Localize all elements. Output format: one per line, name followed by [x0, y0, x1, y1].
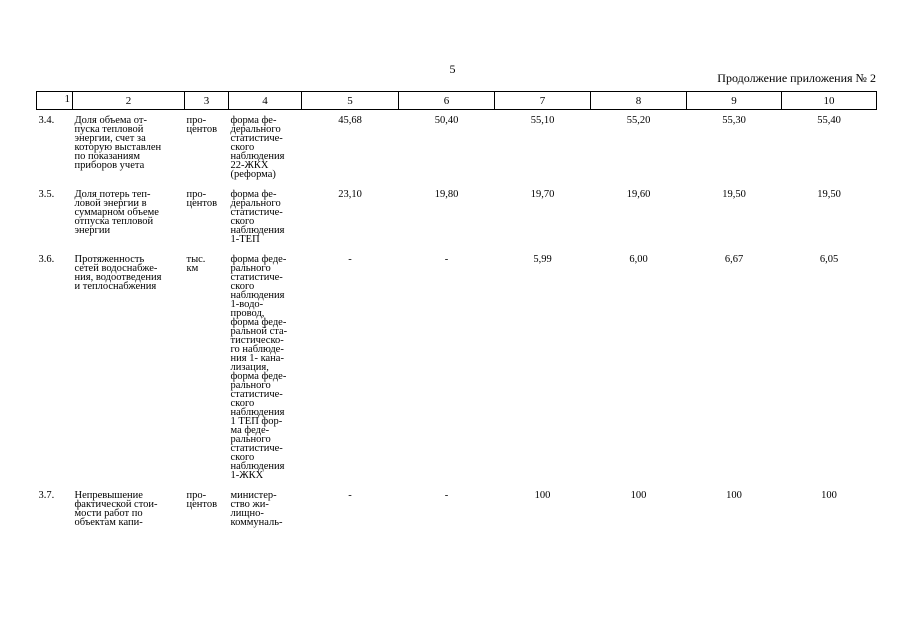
unit-of-measure: про- центов [186, 490, 218, 510]
column-header: 4 [229, 92, 302, 110]
value-cell: 19,70 [530, 189, 555, 200]
appendix-continuation-label: Продолжение приложения № 2 [717, 71, 876, 85]
indicator-name: Доля объема от- пуска тепловой энергии, счет за которую выставлен по показаниям приборов учета [74, 115, 162, 171]
column-header: 10 [782, 92, 877, 110]
value-cell: 6,67 [724, 254, 744, 265]
data-source: форма феде- рального статистиче- ского наблюдения 1-водо- провод, форма феде- ральной ста- тистическо- го наблюде- ния 1- кана- лизация, форма феде- рального статистиче- ского наблюдения 1 ТЕП фор- ма феде- рального статистиче- ского наблюдения 1-ЖКХ [230, 254, 288, 481]
column-header: 8 [591, 92, 687, 110]
value-cell: 55,20 [626, 115, 651, 126]
value-cell: 23,10 [338, 189, 362, 200]
value-cell: 6,05 [819, 254, 839, 265]
value-cell: 6,00 [629, 254, 648, 265]
value-cell: 100 [534, 490, 551, 501]
column-header: 1 [37, 92, 73, 110]
column-header: 2 [73, 92, 185, 110]
column-header: 6 [399, 92, 495, 110]
value-cell: - [348, 490, 352, 501]
table-row [37, 249, 877, 485]
column-header: 7 [495, 92, 591, 110]
table-row [37, 110, 877, 185]
value-cell: - [444, 254, 449, 265]
column-header: 9 [687, 92, 782, 110]
indicators-table [36, 91, 877, 532]
value-cell: 19,60 [626, 189, 651, 200]
value-cell: 19,50 [722, 189, 746, 200]
value-cell: 100 [630, 490, 647, 501]
value-cell: 45,68 [338, 115, 362, 126]
value-cell: 5,99 [533, 254, 552, 265]
value-cell: 19,80 [434, 189, 459, 200]
row-number: 3.5. [38, 189, 55, 200]
data-source: форма фе- дерального статистиче- ского наблюдения 22-ЖКХ (реформа) [230, 115, 285, 180]
value-cell: 100 [726, 490, 742, 501]
table-row [37, 485, 877, 532]
indicator-name: Непревышение фактической стои- мости работ по объектам капи- [74, 490, 158, 528]
value-cell: 50,40 [434, 115, 459, 126]
value-cell: 19,50 [817, 189, 841, 200]
value-cell: - [444, 490, 449, 501]
indicator-name: Протяженность сетей водоснабже- ния, водоотведения и теплоснабжения [74, 254, 162, 292]
value-cell: 55,10 [530, 115, 555, 126]
column-header: 3 [185, 92, 229, 110]
unit-of-measure: про- центов [186, 115, 218, 135]
value-cell: 55,40 [817, 115, 841, 126]
row-number: 3.6. [38, 254, 55, 265]
unit-of-measure: тыс. км [186, 254, 206, 274]
data-source: форма фе- дерального статистиче- ского наблюдения 1-ТЕП [230, 189, 285, 245]
value-cell: - [348, 254, 352, 265]
table-row [37, 184, 877, 249]
row-number: 3.7. [38, 490, 55, 501]
column-header: 5 [302, 92, 399, 110]
value-cell: 100 [821, 490, 837, 501]
table-header-row [37, 92, 877, 110]
row-number: 3.4. [38, 115, 55, 126]
page-number: 5 [449, 62, 456, 76]
value-cell: 55,30 [722, 115, 746, 126]
data-source: министер- ство жи- лищно- коммуналь- [230, 490, 283, 528]
unit-of-measure: про- центов [186, 189, 218, 209]
indicator-name: Доля потерь теп- ловой энергии в суммарном объеме отпуска тепловой энергии [74, 189, 159, 236]
